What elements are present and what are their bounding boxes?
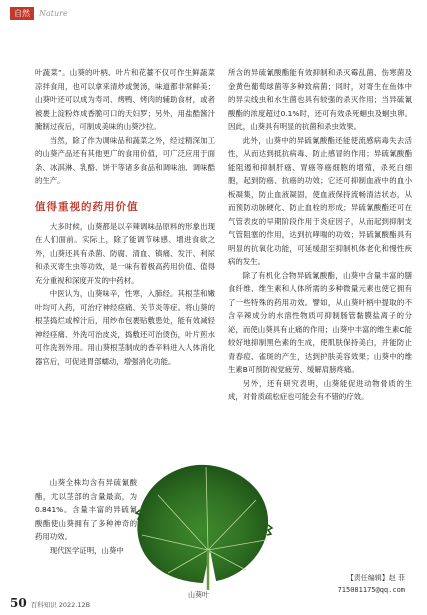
paragraph: 除了有机化合物异硫氰酸酯，山葵中含量丰富的膳食纤维、维生素和人体所需的多种微量元素也使它拥有了一些特殊的药用功效。譬如，从山葵叶柄中提取的不含辛辣成分的水溶性物质可抑制肠管黏膜盐离子的分泌，而使山葵具有止痛的作用；山葵中丰富的维生素C能较好地抑制黑色素的生成，使肌肤保持美白，并能防止青春痘、雀斑的产生，达到护肤美容效果；山葵中的维生素B可预防视觉疲劳、缓解肩膀疼痛。 — [228, 270, 412, 374]
left-column — [35, 66, 215, 368]
paragraph: 所含的异硫氰酸酯能有效抑制和杀灭霉乱菌、伤寒菌及金黄色葡萄球菌等多种致病菌；同时，对寄生在鱼体中的异尖线虫和水生菌也具有较强的杀灭作用；当异硫氰酸酯的浓度超过0.1%时，还可有效杀死蛔虫及蛔虫卵。因此，山葵具有明显的抗菌和杀虫效果。 — [228, 68, 412, 131]
section-badge: 自然 — [10, 7, 34, 20]
wasabi-leaf-illustration — [128, 455, 278, 590]
right-column — [228, 66, 412, 404]
paragraph: 叶蔬菜”。山葵的叶柄、叶片和花薹不仅可作生鲜蔬菜凉拌食用，也可以拿来清炒或煲汤，味道都非常鲜美；山葵叶还可以成为寿司、烤鸭、烤肉的辅助食材，或者被裹上淀粉炸成香脆可口的天妇罗；另外，用盐酷酱汁腌制过夜后，可制成美味的山葵沙拉。 — [35, 68, 215, 131]
section-english-label: Nature — [39, 8, 68, 18]
page-number: 50 — [10, 596, 27, 610]
magazine-issue: 百科知识 2022.12B — [30, 601, 91, 609]
paragraph: 此外，山葵中的异硫氰酸酯还能使流感病毒失去活性，从而达到抵抗病毒、防止感冒的作用；异硫氰酸酯能阻遏和抑制肝癌、胃癌等癌细胞的增殖，杀死白细胞，起到防癌、抗癌的功效；它还可抑制血液中的血小板凝集，防止血液凝固，使血液保持流畅清洁状态，从而预防动脉硬化、防止血栓的形成；异硫氰酸酯还可在气管表皮的早期阶段作用于炎症因子，从而起到抑制支气管阻塞的作用，达到抗哮喘的功效；异硫氰酸酯具有明显的抗氧化功能，可延缓甜至抑制机体老化和慢性疾病的发生。 — [228, 135, 412, 266]
wasabi-leaf-image — [128, 455, 278, 594]
section-header — [10, 6, 68, 20]
section-heading: 值得重视的药用价值 — [35, 200, 139, 213]
editor-credit: 【责任编辑】赵 菲 — [346, 574, 405, 582]
paragraph: 当然，除了作为调味品和蔬菜之外，经过精深加工的山葵产品还有其他更广的食用价值，可广泛应用于面条、冰淇淋、乳酪、饼干等诸多食品和调味油、调味酷的生产。 — [35, 135, 215, 185]
paragraph: 中医认为，山葵味辛，性寒，入肺经。其根茎和嫩叶均可入药，可治疗神经痉痛、关节炎等症。将山葵的根茎捣烂或榨汁后，用纱布包裹贴敷患处，能有效减轻神经痉痛、外洗可治皮炎，捣敷还可治烫伤，叶片煎水可作洗剂外用。用山葵根茎制成的香辛料进入人体消化器官后，可促进胃部蠕动，增强消化功能。 — [35, 289, 215, 366]
paragraph: 另外，还有研究表明，山葵能促进动物骨质的生成，对骨质疏松症也可能会有不错的疗效。 — [228, 378, 412, 401]
paragraph: 山葵全株均含有异硫氰酸酯，尤以茎部的含量最高，为0.841%。含量丰富的异硫氰酸酯使山葵拥有了多种神奇的药用功效。 — [35, 478, 137, 541]
paragraph: 大多时候，山葵都是以辛辣调味品原料的形象出现在人们面前。实际上，除了能调节味感、增进食欲之外，山葵还具有杀菌、防腐、清血、镇痛、发汗、利尿和杀灭寄生虫等功效，是一味有着极高药用价值、值得充分重视和深度开发的中药材。 — [35, 221, 215, 285]
page-footer — [10, 596, 90, 610]
image-caption: 山葵叶 — [188, 591, 209, 599]
wrap-text — [35, 476, 137, 557]
paragraph: 现代医学证明，山葵中 — [49, 545, 124, 555]
contact-email: 715081175@qq.com — [337, 586, 405, 594]
